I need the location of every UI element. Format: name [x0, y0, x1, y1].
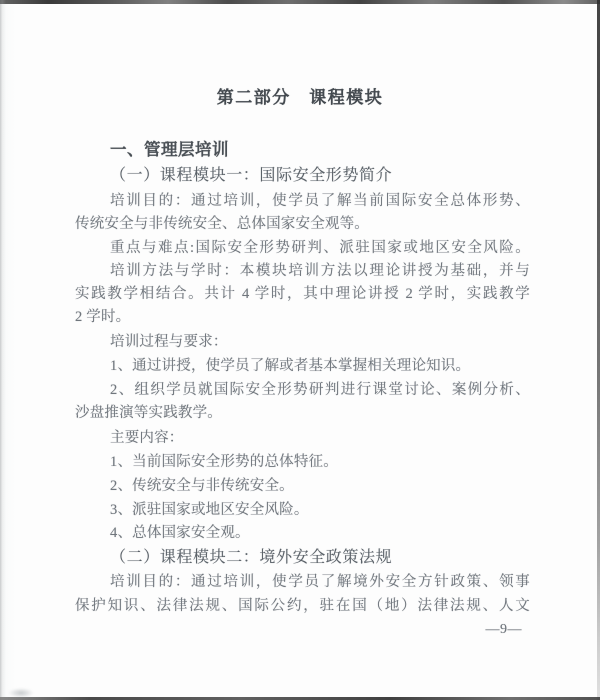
body-line: 4、总体国家安全观。: [110, 525, 250, 541]
body-line: 1、通过讲授，使学员了解或者基本掌握相关理论知识。: [110, 358, 471, 374]
body-line: 培训方法与学时：本模块培训方法以理论讲授为基础，并与: [110, 263, 530, 279]
body-line: 保护知识、法律法规、国际公约，驻在国（地）法律法规、人文: [75, 598, 530, 614]
document-title: 第二部分 课程模块: [216, 88, 384, 107]
body-line: 2、组织学员就国际安全形势研判进行课堂讨论、案例分析、: [110, 382, 530, 398]
body-line: 2 学时。: [75, 309, 131, 325]
body-line: 3、派驻国家或地区安全风险。: [110, 502, 309, 518]
section-heading-management-training: 一、管理层培训: [110, 140, 229, 159]
body-line: 实践教学相结合。共计 4 学时，其中理论讲授 2 学时，实践教学: [75, 286, 530, 302]
body-line: 培训过程与要求：: [110, 334, 228, 350]
body-line: 培训目的：通过培训，使学员了解境外安全方针政策、领事: [110, 574, 530, 590]
body-line: 传统安全与非传统安全、总体国家安全观等。: [75, 216, 369, 232]
body-line: 1、当前国际安全形势的总体特征。: [110, 454, 338, 470]
body-line: 重点与难点:国际安全形势研判、派驻国家或地区安全风险。: [110, 240, 530, 256]
body-line: 主要内容：: [110, 430, 184, 446]
module-1-heading: （一）课程模块一：国际安全形势简介: [110, 167, 393, 184]
module-2-heading: （二）课程模块二：境外安全政策法规: [110, 549, 393, 566]
body-line: 2、传统安全与非传统安全。: [110, 478, 294, 494]
body-line: 培训目的：通过培训，使学员了解当前国际安全总体形势、: [110, 193, 530, 209]
page-number: —9—: [485, 622, 522, 637]
body-line: 沙盘推演等实践教学。: [75, 405, 222, 421]
scan-smudge: [8, 688, 34, 698]
scan-edge-top: [0, 0, 600, 4]
